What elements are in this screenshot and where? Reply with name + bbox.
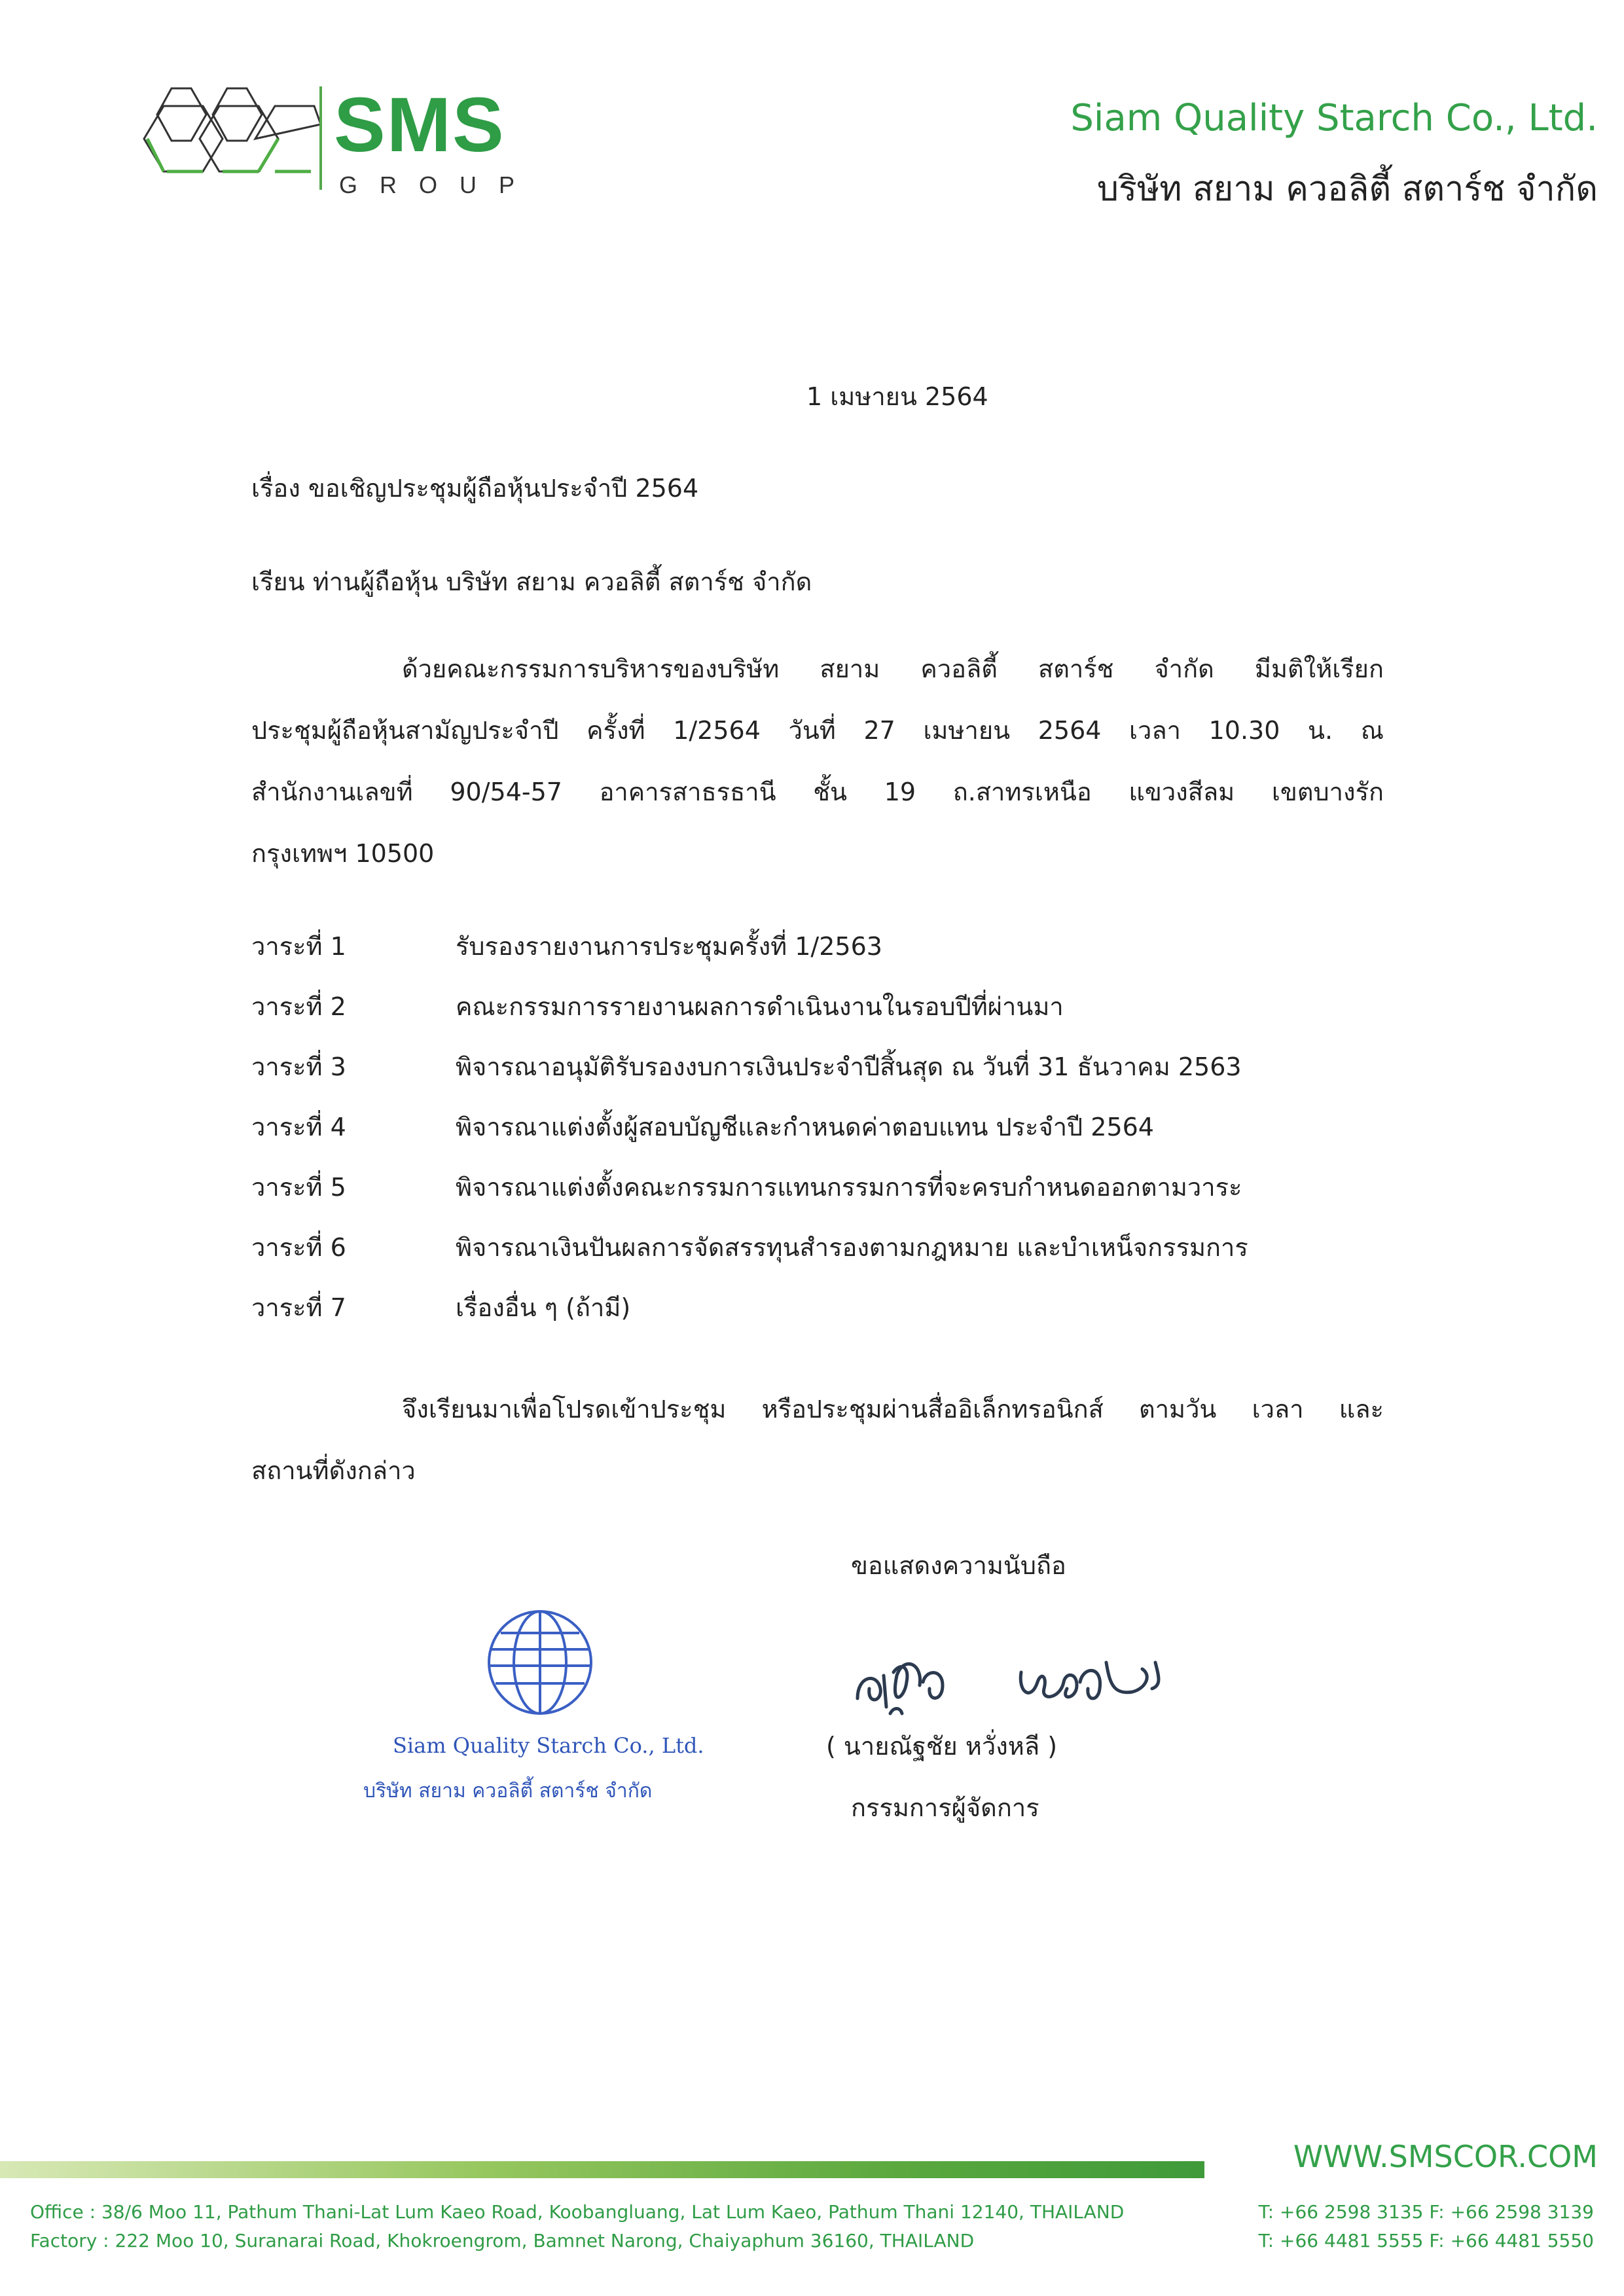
word: เขตบางรัก (1271, 778, 1384, 806)
agenda-text: พิจารณาเงินปันผลการจัดสรรทุนสำรองตามกฎหมาย และบำเหน็จกรรมการ (456, 1233, 1248, 1262)
agenda-item (251, 1111, 1154, 1143)
word: วันที่ (788, 716, 836, 745)
word: ประชุมผู้ถือหุ้นสามัญประจำปี (251, 716, 559, 745)
letter-salutation: เรียน ท่านผู้ถือหุ้น บริษัท สยาม ควอลิตี้ สตาร์ช จำกัด (251, 567, 812, 596)
letter-subject: เรื่อง ขอเชิญประชุมผู้ถือหุ้นประจำปี 2564 (251, 474, 699, 503)
agenda-number: วาระที่ 6 (251, 1233, 346, 1262)
factory-phone: T: +66 4481 5555 F: +66 4481 5550 (1258, 2230, 1594, 2251)
agenda-text: คณะกรรมการรายงานผลการดำเนินงานในรอบปีที่ผ่านมา (456, 992, 1064, 1021)
agenda-item (251, 1232, 1248, 1263)
seal-name-en: Siam Quality Starch Co., Ltd. (393, 1733, 704, 1758)
paragraph-line (251, 761, 1384, 823)
word: เวลา (1129, 716, 1181, 745)
agenda-text: พิจารณาแต่งตั้งคณะกรรมการแทนกรรมการที่จะครบกำหนดออกตามวาระ (456, 1173, 1242, 1202)
agenda-number: วาระที่ 5 (251, 1173, 346, 1202)
paragraph-line (251, 700, 1384, 761)
signer-name: ( นายณัฐชัย หวั่งหลี ) (826, 1732, 1058, 1761)
agenda-item (251, 991, 1064, 1022)
word: 2564 (1038, 716, 1102, 745)
paragraph-line (251, 638, 1384, 700)
word: ถ.สาทรเหนือ (952, 778, 1092, 806)
word: มีมติให้เรียก (1254, 655, 1384, 683)
handwritten-signature (844, 1636, 1211, 1721)
agenda-text: พิจารณาแต่งตั้งผู้สอบบัญชีและกำหนดค่าตอบแทน ประจำปี 2564 (456, 1113, 1154, 1141)
word: สยาม (820, 655, 880, 683)
logo-divider (319, 86, 322, 190)
word: น. (1308, 716, 1333, 745)
paragraph-line (251, 1378, 1384, 1440)
word: 27 (863, 716, 895, 745)
agenda-text: รับรองรายงานการประชุมครั้งที่ 1/2563 (456, 932, 882, 961)
logo-subtext: GROUP (339, 171, 537, 198)
word: ด้วยคณะกรรมการบริหารของบริษัท (402, 655, 780, 683)
closing-salutation: ขอแสดงความนับถือ (851, 1551, 1066, 1580)
word: ควอลิตี้ (920, 655, 998, 683)
company-seal-icon (481, 1604, 599, 1721)
agenda-number: วาระที่ 7 (251, 1293, 346, 1322)
word: จึงเรียนมาเพื่อโปรดเข้าประชุม (402, 1395, 727, 1424)
agenda-item (251, 1292, 630, 1323)
word: ตามวัน (1139, 1395, 1217, 1424)
company-name-th: บริษัท สยาม ควอลิตี้ สตาร์ช จำกัด (1097, 170, 1598, 209)
agenda-number: วาระที่ 1 (251, 932, 346, 961)
logo-text: SMS (334, 82, 505, 168)
word: ชั้น (813, 778, 848, 806)
agenda-text: พิจารณาอนุมัติรับรองงบการเงินประจำปีสิ้นสุด ณ วันที่ 31 ธันวาคม 2563 (456, 1052, 1242, 1081)
word: ครั้งที่ (586, 716, 645, 745)
agenda-text: เรื่องอื่น ๆ (ถ้ามี) (456, 1293, 631, 1322)
paragraph-line: สถานที่ดังกล่าว (251, 1456, 416, 1485)
letter-date: 1 เมษายน 2564 (806, 382, 988, 411)
paragraph-closing (251, 1378, 1384, 1501)
word: 1/2564 (673, 716, 761, 745)
company-name-en: Siam Quality Starch Co., Ltd. (1070, 97, 1598, 139)
word: สตาร์ช (1038, 655, 1114, 683)
word: สำนักงานเลขที่ (251, 778, 413, 806)
office-address: Office : 38/6 Moo 11, Pathum Thani-Lat Lum Kaeo Road, Koobangluang, Lat Lum Kaeo, Pathum Thani 12140, THAILAND (30, 2201, 1125, 2223)
word: แขวงสีลม (1128, 778, 1235, 806)
sms-group-logo-icon (134, 79, 331, 200)
agenda-number: วาระที่ 4 (251, 1113, 346, 1141)
word: 19 (884, 778, 916, 806)
word: เมษายน (923, 716, 1011, 745)
word: ณ (1360, 716, 1384, 745)
word: และ (1339, 1395, 1384, 1424)
agenda-item (251, 931, 882, 962)
signer-title: กรรมการผู้จัดการ (851, 1793, 1039, 1822)
word: 90/54-57 (450, 778, 562, 806)
word: อาคารสาธรธานี (599, 778, 776, 806)
seal-name-th: บริษัท สยาม ควอลิตี้ สตาร์ช จำกัด (363, 1780, 653, 1803)
agenda-number: วาระที่ 2 (251, 992, 346, 1021)
footer-bar (0, 2161, 1204, 2178)
paragraph-line: กรุงเทพฯ 10500 (251, 839, 435, 868)
office-phone: T: +66 2598 3135 F: +66 2598 3139 (1258, 2201, 1594, 2223)
website-link[interactable]: WWW.SMSCOR.COM (1293, 2139, 1598, 2174)
agenda-number: วาระที่ 3 (251, 1052, 346, 1081)
agenda-item (251, 1051, 1242, 1083)
word: 10.30 (1208, 716, 1280, 745)
word: เวลา (1252, 1395, 1304, 1424)
factory-address: Factory : 222 Moo 10, Suranarai Road, Khokroengrom, Bamnet Narong, Chaiyaphum 36160, THAILAND (30, 2230, 975, 2251)
paragraph-invitation (251, 638, 1384, 884)
word: จำกัด (1154, 655, 1214, 683)
word: หรือประชุมผ่านสื่ออิเล็กทรอนิกส์ (761, 1395, 1104, 1424)
agenda-item (251, 1172, 1242, 1203)
